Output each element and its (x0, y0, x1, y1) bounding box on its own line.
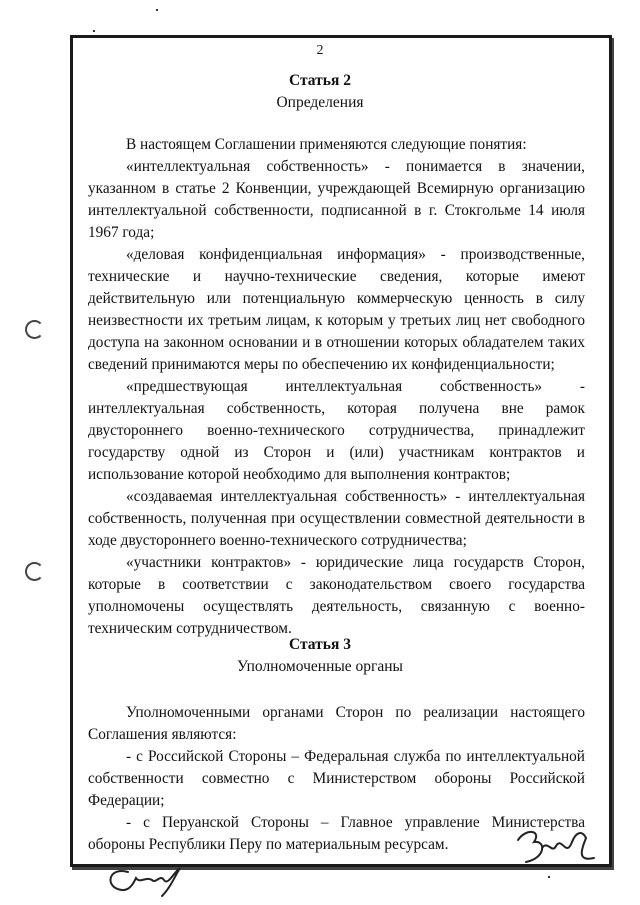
speck (93, 30, 95, 32)
speck (548, 876, 550, 878)
speck (156, 9, 158, 11)
signature-icon (512, 818, 602, 876)
paragraph: Уполномоченными органами Сторон по реализации настоящего Соглашения являются: (88, 704, 585, 743)
paragraph: «интеллектуальная собственность» - понимается в значении, указанном в статье 2 Конвенции, учреждающей Всемирную организацию интеллектуальной собственности, подписанной в г. Стокгольме 14 июля 1967 года; (88, 158, 585, 241)
initials-icon (100, 862, 200, 902)
article-2-title: Статья 2 (289, 72, 351, 89)
paragraph: - с Перуанской Стороны – Главное управление Министерства обороны Республики Перу по материальным ресурсам. (88, 814, 585, 853)
article-3-body (88, 702, 585, 856)
article-3-subtitle: Уполномоченные органы (237, 658, 403, 675)
paragraph: «участники контрактов» - юридические лица государств Сторон, которые в соответствии с законодательством своего государства уполномочены осуществлять деятельность, связанную с военно-техническим сотрудничеством. (88, 554, 585, 637)
punch-hole-icon (25, 320, 44, 339)
article-2-body (88, 134, 585, 640)
paragraph: «деловая конфиденциальная информация» - производственные, технические и научно-технические сведения, которые имеют действительную или потенциальную коммерческую ценность в силу неизвестности их третьим лицам, к которым у третьих лиц нет свободного доступа на законном основании и в отношении которых обладателем таких сведений принимаются меры по обеспечению их конфиденциальности; (88, 246, 585, 373)
paragraph: «предшествующая интеллектуальная собственность» - интеллектуальная собственность, которая получена вне рамок двустороннего военно-технического сотрудничества, принадлежит государству одной из Сторон и (или) участникам контрактов и использование которой необходимо для выполнения контрактов; (88, 378, 585, 483)
page-number: 2 (316, 43, 324, 58)
article-2-subtitle: Определения (276, 94, 364, 111)
paragraph: - с Российской Стороны – Федеральная служба по интеллектуальной собственности совместно с Министерством обороны Российской Федерации; (88, 748, 585, 809)
paragraph: В настоящем Соглашении применяются следующие понятия: (126, 136, 527, 153)
article-3-title: Статья 3 (289, 636, 351, 653)
punch-hole-icon (25, 562, 44, 581)
paragraph: «создаваемая интеллектуальная собственность» - интеллектуальная собственность, полученная при осуществлении совместной деятельности в ходе двустороннего военно-технического сотрудничества; (88, 488, 585, 549)
